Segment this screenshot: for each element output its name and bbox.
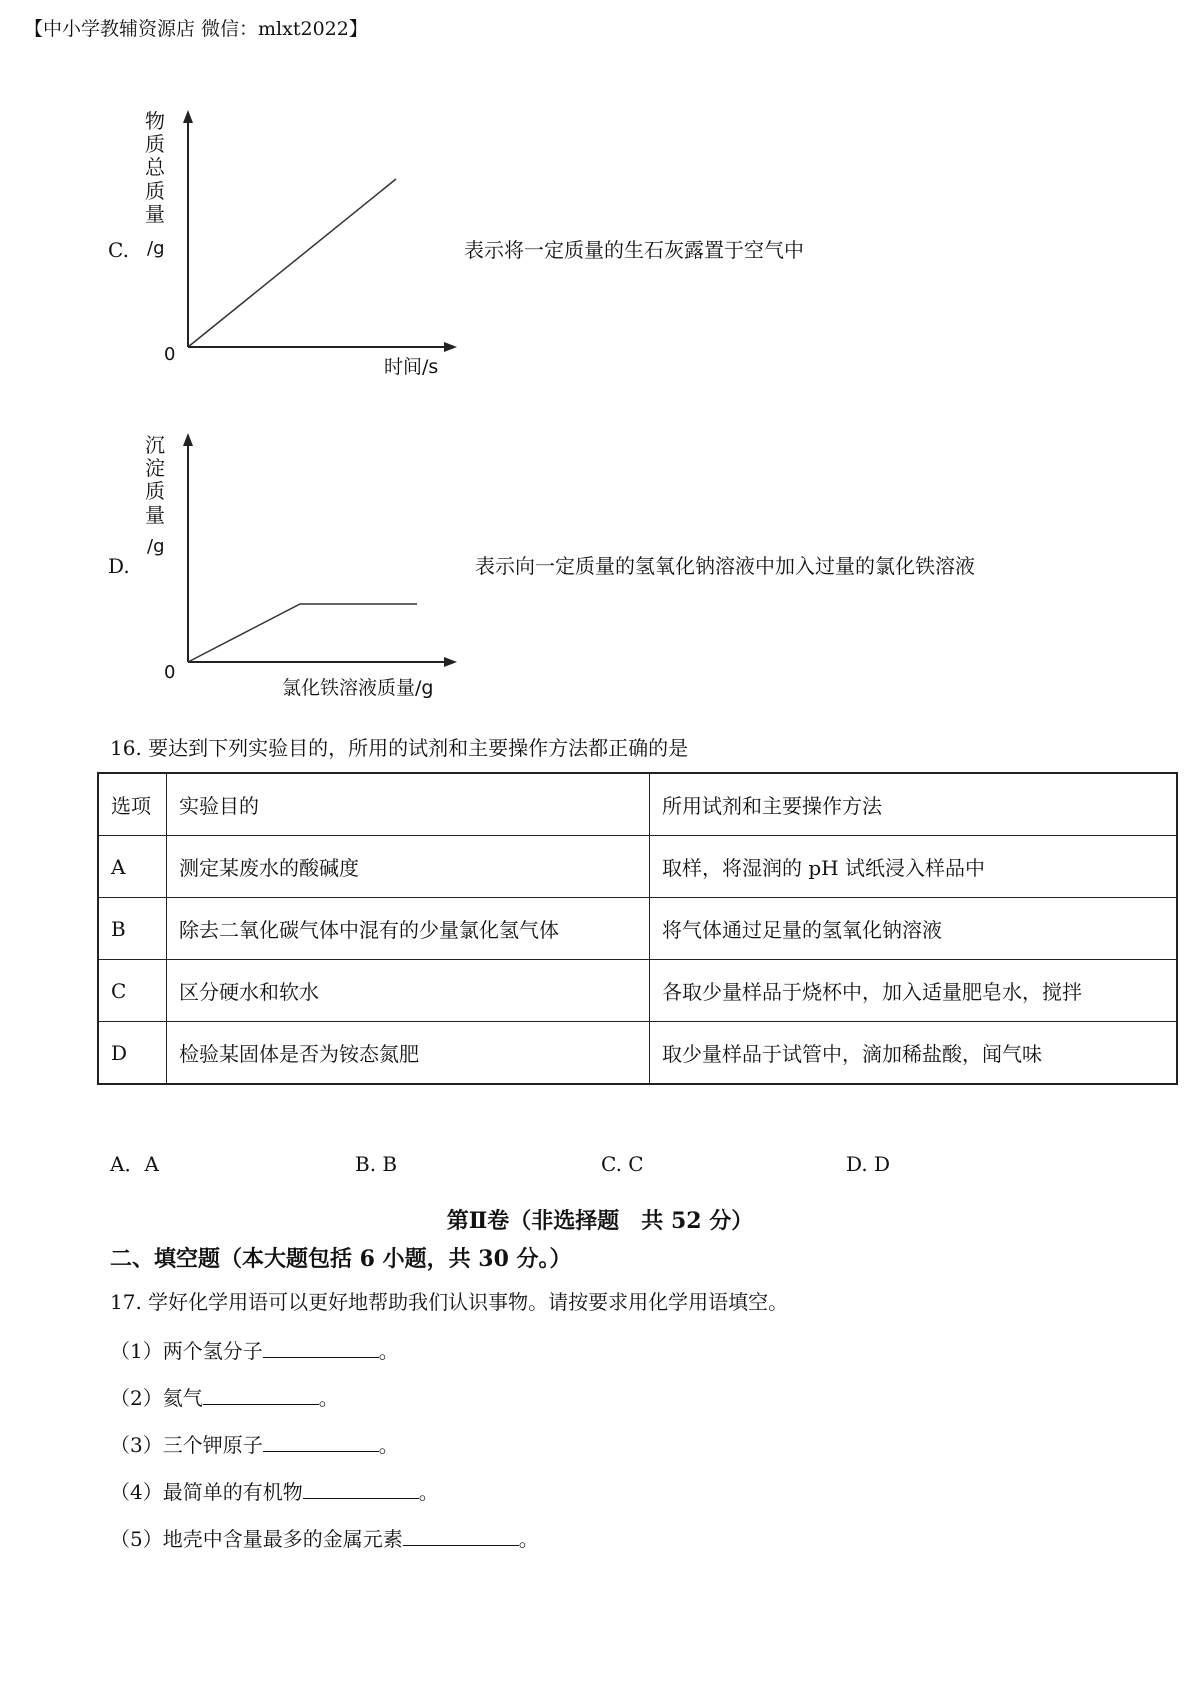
option-d-letter: D.: [108, 554, 130, 578]
q16-choice-d: D. D: [846, 1152, 891, 1176]
q16-choice-b: B. B: [355, 1152, 398, 1176]
table-cell: A: [98, 836, 167, 898]
table-header-cell: 实验目的: [167, 773, 650, 836]
table-cell: 取样，将湿润的 pH 试纸浸入样品中: [650, 836, 1178, 898]
q17-item: （1）两个氢分子 。: [110, 1339, 399, 1363]
table-cell: 取少量样品于试管中，滴加稀盐酸，闻气味: [650, 1022, 1178, 1085]
answer-blank[interactable]: [203, 1384, 319, 1405]
answer-blank[interactable]: [403, 1525, 519, 1546]
option-c-data-line: [188, 179, 396, 347]
option-d-y-arrow: [183, 433, 193, 446]
answer-blank[interactable]: [303, 1478, 419, 1499]
q17-item: （3）三个钾原子 。: [110, 1433, 399, 1457]
table-header-cell: 所用试剂和主要操作方法: [650, 773, 1178, 836]
table-cell: 各取少量样品于烧杯中，加入适量肥皂水，搅拌: [650, 960, 1178, 1022]
answer-blank[interactable]: [263, 1431, 379, 1452]
table-cell: 将气体通过足量的氢氧化钠溶液: [650, 898, 1178, 960]
option-d-y-unit: /g: [147, 536, 165, 557]
option-d-x-axis-label: 氯化铁溶液质量/g: [282, 677, 434, 699]
option-c-x-arrow: [444, 342, 457, 352]
table-row: [98, 898, 1177, 960]
table-cell: 检验某固体是否为铵态氮肥: [167, 1022, 650, 1085]
table-cell: D: [98, 1022, 167, 1085]
option-c-x-axis-label: 时间/s: [384, 356, 439, 378]
option-d-graph: [150, 428, 470, 668]
q16-stem: 16. 要达到下列实验目的，所用的试剂和主要操作方法都正确的是: [110, 736, 689, 760]
table-header-row: [98, 773, 1177, 836]
option-c-y-axis-label: 物 质 总 质 量: [145, 109, 165, 226]
option-c-letter: C.: [108, 238, 129, 262]
q17-item: （4）最简单的有机物 。: [110, 1480, 439, 1504]
section-title: 第Ⅱ卷（非选择题 共 52 分）: [446, 1208, 754, 1234]
table-cell: 区分硬水和软水: [167, 960, 650, 1022]
option-c-description: 表示将一定质量的生石灰露置于空气中: [464, 238, 804, 262]
header-watermark: 【中小学教辅资源店 微信：mlxt2022】: [24, 18, 368, 40]
option-c-y-unit: /g: [147, 238, 165, 259]
table-cell: 除去二氧化碳气体中混有的少量氯化氢气体: [167, 898, 650, 960]
q17-item: （5）地壳中含量最多的金属元素 。: [110, 1527, 539, 1551]
table-cell: 测定某废水的酸碱度: [167, 836, 650, 898]
answer-blank[interactable]: [263, 1337, 379, 1358]
option-d-y-axis-label: 沉 淀 质 量: [145, 433, 165, 527]
section-subtitle: 二、填空题（本大题包括 6 小题，共 30 分。）: [110, 1246, 572, 1272]
table-cell: C: [98, 960, 167, 1022]
option-d-data-line: [188, 604, 417, 662]
q16-choice-c: C. C: [601, 1152, 644, 1176]
table-row: [98, 836, 1177, 898]
table-cell: B: [98, 898, 167, 960]
option-c-origin: 0: [164, 344, 176, 365]
option-d-x-arrow: [444, 657, 457, 667]
table-row: [98, 1022, 1177, 1085]
option-d-origin: 0: [164, 662, 176, 683]
table-header-cell: 选项: [98, 773, 167, 836]
q16-choice-a: A．A: [110, 1152, 159, 1176]
table-row: [98, 960, 1177, 1022]
option-d-description: 表示向一定质量的氢氧化钠溶液中加入过量的氯化铁溶液: [475, 554, 975, 578]
option-c-graph: [150, 105, 470, 385]
option-c-y-arrow: [183, 110, 193, 123]
q16-table: [97, 772, 1178, 1085]
q17-stem: 17. 学好化学用语可以更好地帮助我们认识事物。请按要求用化学用语填空。: [110, 1290, 789, 1314]
q17-item: （2）氦气 。: [110, 1386, 339, 1410]
